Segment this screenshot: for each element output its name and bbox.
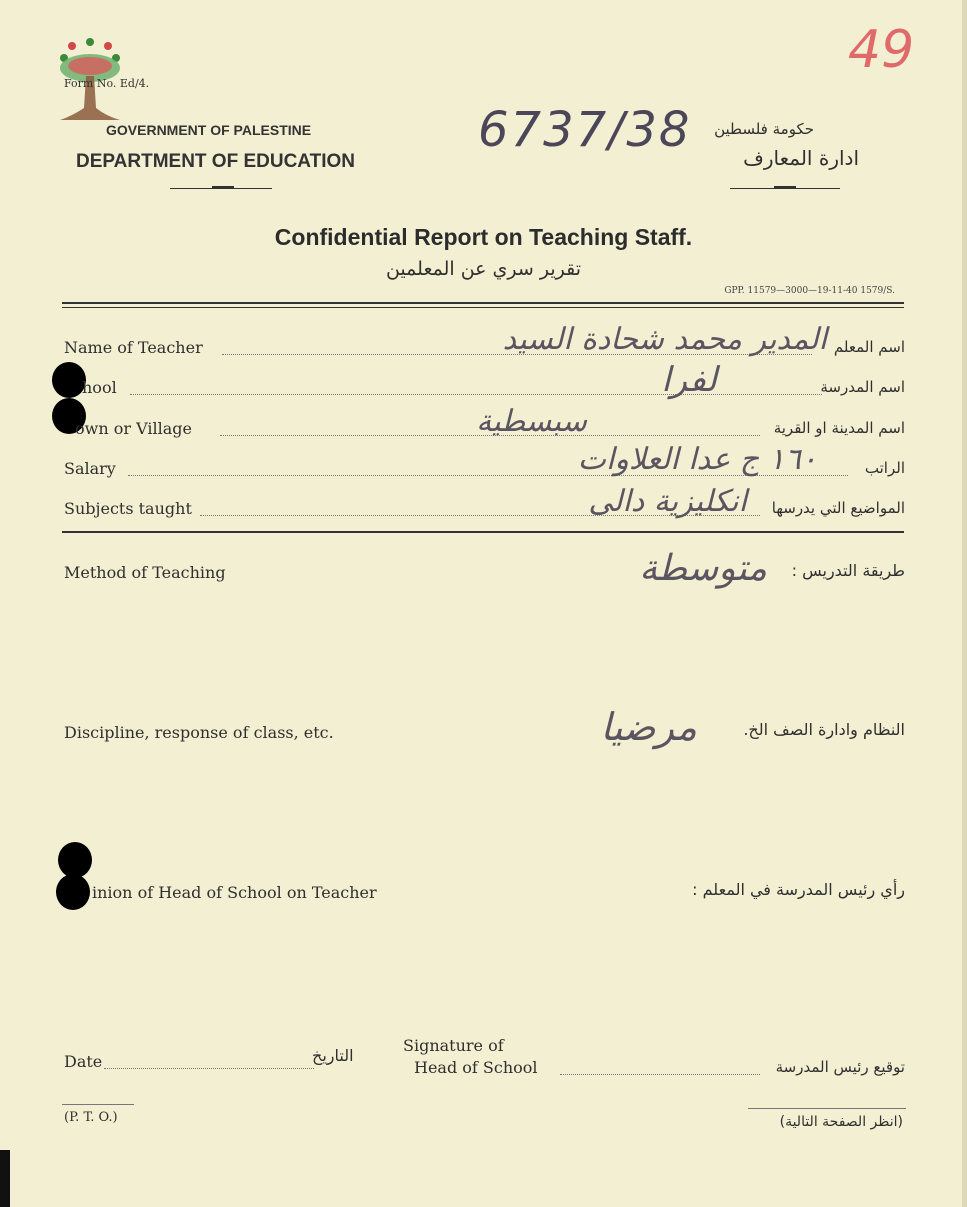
signature-label-line1: Signature of bbox=[403, 1036, 504, 1055]
opinion-label-ar: رأي رئيس المدرسة في المعلم : bbox=[692, 880, 905, 899]
fields-rule bbox=[62, 531, 904, 533]
opinion-label-en: inion of Head of School on Teacher bbox=[92, 883, 377, 902]
field-line-school bbox=[130, 394, 822, 395]
method-label-ar: طريقة التدريس : bbox=[791, 561, 905, 580]
date-label-en: Date bbox=[64, 1052, 103, 1071]
file-number-handwritten: 6737/38 bbox=[478, 102, 692, 158]
pto-en: (P. T. O.) bbox=[64, 1110, 118, 1125]
field-label-town: own or Village bbox=[75, 419, 192, 438]
ink-blot bbox=[58, 842, 92, 878]
handwritten-discipline: مرضيا bbox=[600, 705, 697, 749]
ink-blot bbox=[52, 362, 86, 398]
field-label-town-ar: اسم المدينة او القرية bbox=[773, 419, 905, 437]
title-rule-top bbox=[62, 302, 904, 304]
government-heading-en: GOVERNMENT OF PALESTINE bbox=[106, 122, 312, 138]
pto-ar: (انظر الصفحة التالية) bbox=[779, 1114, 903, 1130]
field-label-salary: Salary bbox=[64, 459, 116, 478]
report-title-en: Confidential Report on Teaching Staff. bbox=[274, 224, 693, 250]
handwritten-subjects: انكليزية دالى bbox=[588, 484, 747, 519]
field-label-school-ar: اسم المدرسة bbox=[820, 378, 905, 396]
discipline-label-en: Discipline, response of class, etc. bbox=[64, 723, 334, 742]
signature-label-ar: توقيع رئيس المدرسة bbox=[775, 1058, 905, 1076]
discipline-label-ar: النظام وادارة الصف الخ. bbox=[743, 720, 905, 739]
field-label-subjects: Subjects taught bbox=[64, 499, 192, 518]
signature-label-line2: Head of School bbox=[414, 1058, 538, 1077]
handwritten-method: متوسطة bbox=[639, 548, 767, 589]
header-divider-left-mark bbox=[212, 186, 234, 189]
field-label-school: hool bbox=[82, 378, 117, 397]
handwritten-name: المدير محمد شحادة السيد bbox=[502, 322, 827, 357]
field-label-salary-ar: الراتب bbox=[864, 459, 905, 477]
title-rule-bottom bbox=[62, 307, 904, 308]
government-heading-ar: حكومة فلسطين bbox=[714, 120, 814, 138]
handwritten-salary: ١٦٠ ج عدا العلاوات bbox=[577, 442, 817, 477]
pto-rule-en bbox=[62, 1104, 134, 1105]
department-heading-ar: ادارة المعارف bbox=[743, 146, 859, 170]
report-title-ar: تقرير سري عن المعلمين bbox=[385, 258, 582, 280]
date-label-ar: التاريخ bbox=[312, 1046, 354, 1065]
field-label-subjects-ar: المواضيع التي يدرسها bbox=[771, 499, 905, 517]
scan-edge-right bbox=[962, 0, 967, 1207]
handwritten-school: لفرا bbox=[661, 360, 717, 400]
page-number-red: 49 bbox=[848, 20, 915, 80]
header-divider-right-mark bbox=[774, 186, 796, 189]
pto-rule-ar bbox=[748, 1108, 906, 1109]
scan-edge-shadow bbox=[0, 1150, 10, 1207]
method-label-en: Method of Teaching bbox=[64, 563, 226, 582]
date-line bbox=[104, 1068, 314, 1069]
ink-blot bbox=[56, 874, 90, 910]
signature-line bbox=[560, 1074, 760, 1075]
print-reference: GPP. 11579—3000—19-11-40 1579/S. bbox=[724, 286, 895, 296]
field-label-name-ar: اسم المعلم bbox=[833, 338, 905, 356]
department-heading-en: DEPARTMENT OF EDUCATION bbox=[76, 151, 356, 172]
form-number: Form No. Ed/4. bbox=[64, 77, 150, 90]
handwritten-town: سبسطية bbox=[476, 404, 587, 439]
field-label-name: Name of Teacher bbox=[64, 338, 203, 357]
